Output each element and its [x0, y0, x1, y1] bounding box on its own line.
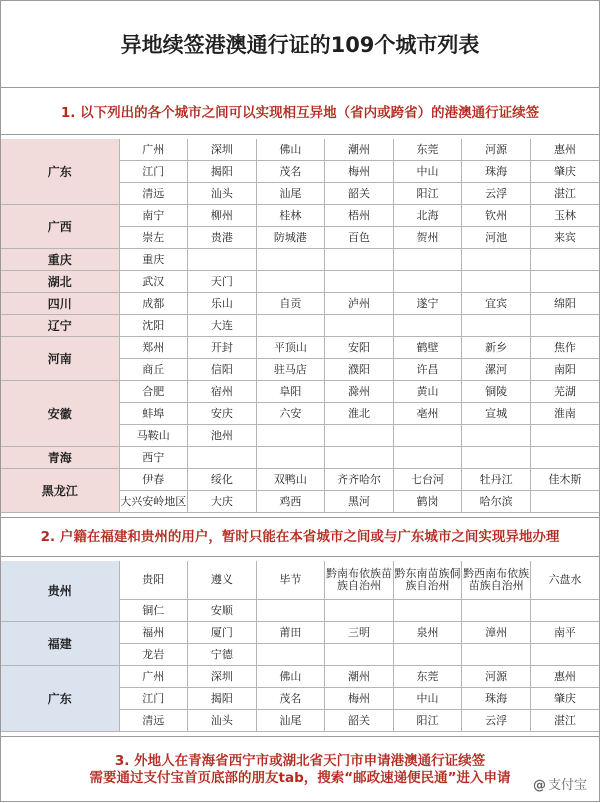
- city-cell: 宣城: [462, 403, 531, 425]
- city-cell: 柳州: [188, 205, 257, 227]
- city-cell: 龙岩: [119, 644, 188, 666]
- city-cell: 莆田: [256, 622, 325, 644]
- city-cell: 东莞: [393, 139, 462, 161]
- city-cell: 清远: [119, 710, 188, 732]
- city-cell: 茂名: [256, 688, 325, 710]
- city-cell: 韶关: [325, 710, 394, 732]
- table-row: [1, 381, 599, 403]
- city-cell: [462, 271, 531, 293]
- city-cell: 汕尾: [256, 710, 325, 732]
- note-3: [1, 736, 599, 803]
- city-cell: 濮阳: [325, 359, 394, 381]
- city-cell: 广州: [119, 139, 188, 161]
- province-cell: 湖北: [1, 271, 119, 293]
- table-row: [1, 293, 599, 315]
- city-cell: 鹤岗: [393, 491, 462, 513]
- city-cell: 六盘水: [530, 561, 599, 600]
- city-cell: [256, 249, 325, 271]
- city-cell: 贵港: [188, 227, 257, 249]
- city-cell: 宁德: [188, 644, 257, 666]
- city-cell: 黑河: [325, 491, 394, 513]
- city-cell: [462, 315, 531, 337]
- city-cell: 信阳: [188, 359, 257, 381]
- city-cell: 焦作: [530, 337, 599, 359]
- city-cell: 南宁: [119, 205, 188, 227]
- city-cell: 中山: [393, 161, 462, 183]
- city-cell: 滁州: [325, 381, 394, 403]
- city-cell: [530, 425, 599, 447]
- city-cell: 阳江: [393, 183, 462, 205]
- city-cell: 沈阳: [119, 315, 188, 337]
- note-1: 1. 以下列出的各个城市之间可以实现相互异地（省内或跨省）的港澳通行证续签: [1, 92, 599, 135]
- city-cell: 绵阳: [530, 293, 599, 315]
- province-cell: 青海: [1, 447, 119, 469]
- city-cell: 新乡: [462, 337, 531, 359]
- city-cell: 大连: [188, 315, 257, 337]
- city-cell: 泉州: [393, 622, 462, 644]
- city-cell: [256, 447, 325, 469]
- city-cell: 肇庆: [530, 161, 599, 183]
- city-cell: 商丘: [119, 359, 188, 381]
- city-cell: 安阳: [325, 337, 394, 359]
- city-cell: 江门: [119, 161, 188, 183]
- city-cell: 深圳: [188, 139, 257, 161]
- city-cell: 铜仁: [119, 600, 188, 622]
- city-cell: [256, 644, 325, 666]
- city-cell: [188, 249, 257, 271]
- city-cell: [393, 644, 462, 666]
- city-cell: 宜宾: [462, 293, 531, 315]
- city-cell: 鹤壁: [393, 337, 462, 359]
- city-cell: 黔东南苗族侗族自治州: [393, 561, 462, 600]
- table-row: [1, 666, 599, 688]
- city-cell: 湛江: [530, 710, 599, 732]
- city-cell: 贵阳: [119, 561, 188, 600]
- city-cell: [530, 600, 599, 622]
- city-cell: 惠州: [530, 139, 599, 161]
- table-row: [1, 447, 599, 469]
- city-cell: 厦门: [188, 622, 257, 644]
- city-cell: 百色: [325, 227, 394, 249]
- city-cell: [393, 425, 462, 447]
- city-cell: 郑州: [119, 337, 188, 359]
- city-cell: 马鞍山: [119, 425, 188, 447]
- city-cell: [462, 249, 531, 271]
- city-cell: 汕尾: [256, 183, 325, 205]
- city-cell: 六安: [256, 403, 325, 425]
- city-cell: 重庆: [119, 249, 188, 271]
- city-cell: 天门: [188, 271, 257, 293]
- province-cell: 广西: [1, 205, 119, 249]
- city-cell: [462, 425, 531, 447]
- city-cell: [530, 271, 599, 293]
- city-cell: 平顶山: [256, 337, 325, 359]
- city-cell: 佛山: [256, 666, 325, 688]
- city-cell: [325, 249, 394, 271]
- city-cell: 云浮: [462, 710, 531, 732]
- city-cell: 阳江: [393, 710, 462, 732]
- table-row: [1, 315, 599, 337]
- city-cell: [393, 249, 462, 271]
- city-cell: 哈尔滨: [462, 491, 531, 513]
- city-cell: 芜湖: [530, 381, 599, 403]
- city-cell: 三明: [325, 622, 394, 644]
- city-cell: 安顺: [188, 600, 257, 622]
- city-cell: [256, 425, 325, 447]
- city-cell: 合肥: [119, 381, 188, 403]
- city-cell: 许昌: [393, 359, 462, 381]
- city-cell: 梅州: [325, 688, 394, 710]
- city-cell: 自贡: [256, 293, 325, 315]
- city-cell: [530, 315, 599, 337]
- alipay-watermark: [533, 774, 587, 793]
- city-cell: 桂林: [256, 205, 325, 227]
- city-cell: 茂名: [256, 161, 325, 183]
- province-cell: 重庆: [1, 249, 119, 271]
- city-cell: 齐齐哈尔: [325, 469, 394, 491]
- province-cell: 河南: [1, 337, 119, 381]
- city-cell: 绥化: [188, 469, 257, 491]
- city-cell: 武汉: [119, 271, 188, 293]
- city-cell: 北海: [393, 205, 462, 227]
- city-cell: [325, 600, 394, 622]
- table-row: [1, 337, 599, 359]
- city-cell: 珠海: [462, 688, 531, 710]
- page-title: 异地续签港澳通行证的109个城市列表: [1, 1, 599, 88]
- province-cell: 贵州: [1, 561, 119, 622]
- province-cell: 福建: [1, 622, 119, 666]
- city-cell: 蚌埠: [119, 403, 188, 425]
- city-cell: [393, 271, 462, 293]
- city-table-section-1: [1, 139, 599, 513]
- city-cell: [188, 447, 257, 469]
- city-cell: 揭阳: [188, 688, 257, 710]
- city-cell: 南阳: [530, 359, 599, 381]
- city-cell: 潮州: [325, 666, 394, 688]
- city-cell: 贺州: [393, 227, 462, 249]
- province-cell: 辽宁: [1, 315, 119, 337]
- city-cell: 惠州: [530, 666, 599, 688]
- city-cell: [393, 315, 462, 337]
- city-cell: [530, 249, 599, 271]
- city-cell: 毕节: [256, 561, 325, 600]
- city-cell: 韶关: [325, 183, 394, 205]
- note-3-line-2: 需要通过支付宝首页底部的朋友tab，搜索“邮政速递便民通”进入申请: [89, 770, 511, 786]
- city-cell: [256, 600, 325, 622]
- city-cell: 东莞: [393, 666, 462, 688]
- city-cell: [462, 447, 531, 469]
- table-row: [1, 139, 599, 161]
- table-row: [1, 469, 599, 491]
- city-cell: 河源: [462, 666, 531, 688]
- city-cell: 黄山: [393, 381, 462, 403]
- city-cell: 湛江: [530, 183, 599, 205]
- table-row: [1, 271, 599, 293]
- city-cell: 汕头: [188, 710, 257, 732]
- city-cell: 揭阳: [188, 161, 257, 183]
- city-cell: 淮南: [530, 403, 599, 425]
- province-cell: 广东: [1, 139, 119, 205]
- city-cell: 汕头: [188, 183, 257, 205]
- city-cell: 成都: [119, 293, 188, 315]
- city-cell: 牡丹江: [462, 469, 531, 491]
- city-cell: 遵义: [188, 561, 257, 600]
- at-icon: @: [532, 778, 546, 793]
- city-cell: 乐山: [188, 293, 257, 315]
- city-cell: [325, 644, 394, 666]
- city-cell: [530, 491, 599, 513]
- watermark-text: 支付宝: [547, 778, 587, 793]
- table-row: [1, 249, 599, 271]
- city-cell: 肇庆: [530, 688, 599, 710]
- city-cell: [325, 447, 394, 469]
- city-cell: [393, 447, 462, 469]
- city-cell: [530, 447, 599, 469]
- city-cell: [462, 644, 531, 666]
- city-cell: [325, 271, 394, 293]
- city-cell: 漯河: [462, 359, 531, 381]
- note-2: 2. 户籍在福建和贵州的用户，暂时只能在本省城市之间或与广东城市之间实现异地办理: [1, 517, 599, 557]
- city-cell: 驻马店: [256, 359, 325, 381]
- city-cell: 伊春: [119, 469, 188, 491]
- note-3-line-1: 3. 外地人在青海省西宁市或湖北省天门市申请港澳通行证续签: [114, 753, 486, 769]
- city-cell: 中山: [393, 688, 462, 710]
- province-cell: 四川: [1, 293, 119, 315]
- city-cell: 佛山: [256, 139, 325, 161]
- city-cell: [530, 644, 599, 666]
- city-cell: 漳州: [462, 622, 531, 644]
- city-cell: 梅州: [325, 161, 394, 183]
- table-row: [1, 622, 599, 644]
- city-cell: [462, 600, 531, 622]
- city-cell: 广州: [119, 666, 188, 688]
- city-cell: 亳州: [393, 403, 462, 425]
- table-row: [1, 561, 599, 600]
- city-cell: 潮州: [325, 139, 394, 161]
- city-cell: 南平: [530, 622, 599, 644]
- city-table-section-2: [1, 561, 599, 732]
- city-cell: 崇左: [119, 227, 188, 249]
- city-cell: 玉林: [530, 205, 599, 227]
- city-cell: 鸡西: [256, 491, 325, 513]
- city-cell: 佳木斯: [530, 469, 599, 491]
- city-cell: 宿州: [188, 381, 257, 403]
- city-cell: 江门: [119, 688, 188, 710]
- city-cell: 防城港: [256, 227, 325, 249]
- city-cell: 阜阳: [256, 381, 325, 403]
- city-cell: 清远: [119, 183, 188, 205]
- city-cell: 梧州: [325, 205, 394, 227]
- city-cell: [325, 315, 394, 337]
- province-cell: 黑龙江: [1, 469, 119, 513]
- city-cell: [256, 315, 325, 337]
- city-cell: 珠海: [462, 161, 531, 183]
- city-cell: 泸州: [325, 293, 394, 315]
- city-cell: 遂宁: [393, 293, 462, 315]
- city-cell: 钦州: [462, 205, 531, 227]
- city-cell: 大庆: [188, 491, 257, 513]
- province-cell: 广东: [1, 666, 119, 732]
- city-cell: 大兴安岭地区: [119, 491, 188, 513]
- province-cell: 安徽: [1, 381, 119, 447]
- city-cell: 云浮: [462, 183, 531, 205]
- table-row: [1, 205, 599, 227]
- city-cell: 开封: [188, 337, 257, 359]
- city-cell: 七台河: [393, 469, 462, 491]
- city-cell: 黔西南布依族苗族自治州: [462, 561, 531, 600]
- city-cell: [325, 425, 394, 447]
- city-cell: 深圳: [188, 666, 257, 688]
- city-cell: 双鸭山: [256, 469, 325, 491]
- city-cell: [256, 271, 325, 293]
- city-cell: 淮北: [325, 403, 394, 425]
- city-cell: 池州: [188, 425, 257, 447]
- city-cell: 安庆: [188, 403, 257, 425]
- city-cell: [393, 600, 462, 622]
- city-cell: 福州: [119, 622, 188, 644]
- city-cell: 河源: [462, 139, 531, 161]
- city-cell: 河池: [462, 227, 531, 249]
- city-cell: 黔南布依族苗族自治州: [325, 561, 394, 600]
- city-cell: 西宁: [119, 447, 188, 469]
- city-cell: 铜陵: [462, 381, 531, 403]
- city-cell: 来宾: [530, 227, 599, 249]
